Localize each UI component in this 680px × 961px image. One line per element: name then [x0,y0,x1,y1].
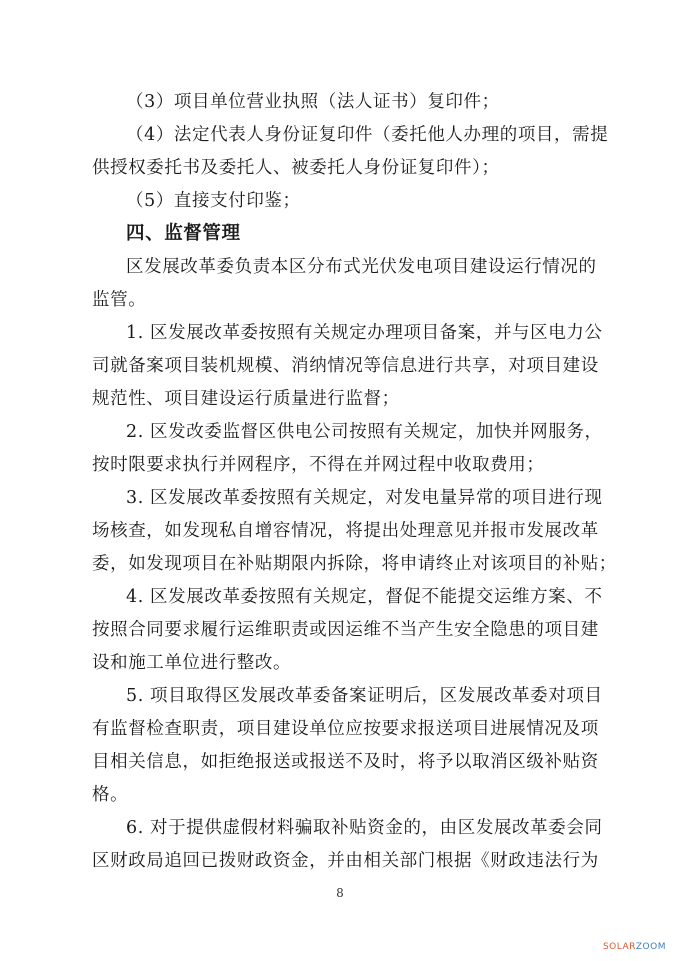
watermark [603,942,666,952]
watermark-part-b: ZOOM [635,942,666,952]
text-line: 2. 区发改委监督区供电公司按照有关规定，加快并网服务， [126,422,603,442]
text-line: 规范性、项目建设运行质量进行监督； [92,389,400,409]
text-line: 区财政局追回已拨财政资金，并由相关部门根据《财政违法行为 [92,851,599,871]
text-line: 5. 项目取得区发展改革委备案证明后，区发展改革委对项目 [126,686,603,706]
text-line: 场核查，如发现私自增容情况，将提出处理意见并报市发展改革 [92,521,599,541]
text-line: 目相关信息，如拒绝报送或报送不及时，将予以取消区级补贴资 [92,752,599,772]
text-line: 按时限要求执行并网程序，不得在并网过程中收取费用； [92,455,545,475]
text-line: 格。 [92,785,129,805]
text-line: 按照合同要求履行运维职责或因运维不当产生安全隐患的项目建 [92,620,599,640]
watermark-part-a: SOLAR [602,942,636,952]
text-line: 3. 区发展改革委按照有关规定，对发电量异常的项目进行现 [126,488,603,508]
text-line: 有监督检查职责，项目建设单位应按要求报送项目进展情况及项 [92,719,599,739]
text-line: 4. 区发展改革委按照有关规定，督促不能提交运维方案、不 [126,587,603,607]
text-line: （5）直接支付印鉴； [126,191,301,211]
text-line: 区发展改革委负责本区分布式光伏发电项目建设运行情况的 [126,257,597,277]
text-line: 1. 区发展改革委按照有关规定办理项目备案，并与区电力公 [126,323,603,343]
text-line: 设和施工单位进行整改。 [92,653,292,673]
text-line: 供授权委托书及委托人、被委托人身份证复印件）； [92,158,500,178]
text-line: （4）法定代表人身份证复印件（委托他人办理的项目，需提 [126,125,609,145]
text-line: 委，如发现项目在补贴期限内拆除，将申请终止对该项目的补贴； [92,554,617,574]
text-line: 6. 对于提供虚假材料骗取补贴资金的，由区发展改革委会同 [126,818,603,838]
text-line: 司就备案项目装机规模、消纳情况等信息进行共享，对项目建设 [92,356,599,376]
section-heading: 四、监督管理 [126,223,241,244]
text-line: 监管。 [92,290,147,310]
text-line: （3）项目单位营业执照（法人证书）复印件； [126,92,500,112]
page-number: 8 [336,886,344,900]
